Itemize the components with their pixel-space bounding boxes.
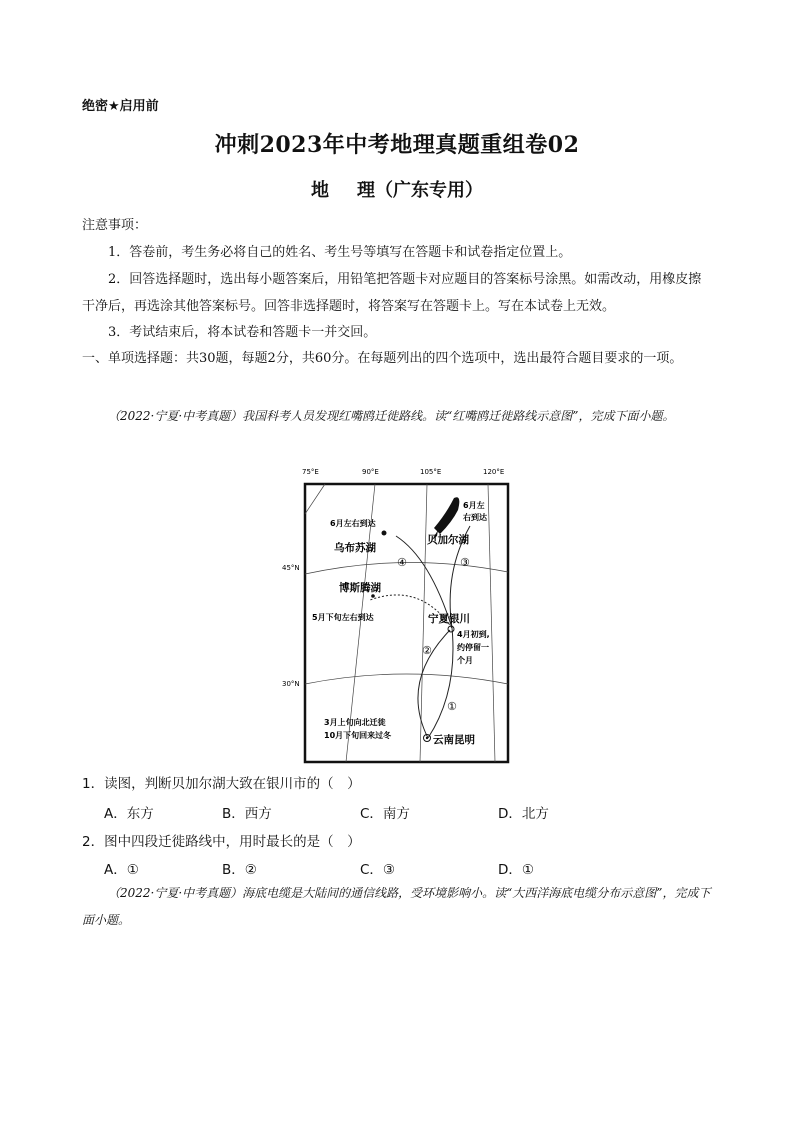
page-subtitle [0,176,794,202]
page-title: 冲刺2023年中考地理真题重组卷02 [214,132,580,158]
question-source: （2022·宁夏·中考真题）海底电缆是大陆间的通信线路，受环境影响小。读“大西洋海底电缆分布示意图”，完成下面小题。 [82,886,711,927]
lon-label: 75°E [302,468,319,476]
lon-label: 90°E [362,468,379,476]
lat-label: 30°N [282,680,300,688]
question-2-option-c[interactable]: C．③ [360,862,396,878]
note-june-a: 6月左右到达 [330,519,376,528]
lat-label: 45°N [282,564,300,572]
question-2-option-d[interactable]: D．① [498,862,534,878]
note-april: 个月 [457,656,473,665]
route-2-label: ② [422,644,432,657]
note-june-b: 右到达 [463,513,487,522]
note-item: 2．回答选择题时，选出每小题答案后，用铅笔把答题卡对应题目的答案标号涂黑。如需改动，用橡皮擦干净后，再选涂其他答案标号。回答非选择题时，将答案写在答题卡上。写在本试卷上无效。 [82,272,702,314]
lon-label: 105°E [420,468,442,476]
baikal-lake-icon [434,497,459,534]
note-kunming: 3月上旬向北迁徙 [324,718,386,727]
route-4-label: ④ [397,556,407,569]
notes-heading: 注意事项： [82,218,148,233]
note-may: 5月下旬左右到达 [312,613,374,622]
place-label-baikal: 贝加尔湖 [427,534,469,546]
question-2-option-b[interactable]: B．② [222,862,257,878]
place-label-kunming: 云南昆明 [433,734,475,746]
note-item: 1．答卷前，考生务必将自己的姓名、考生号等填写在答题卡和试卷指定位置上。 [108,245,572,260]
migration-map [280,462,525,767]
note-april: 约停留一 [457,643,489,652]
place-label-bosteng: 博斯腾湖 [339,582,381,594]
note-kunming: 10月下旬回来过冬 [324,731,392,740]
question-1-option-d[interactable]: D．北方 [498,806,549,822]
route-1-label: ① [447,700,457,713]
bosteng-point [371,594,375,598]
note-item: 3．考试结束后，将本试卷和答题卡一并交回。 [108,325,377,340]
place-label-yinchuan: 宁夏银川 [428,613,470,625]
question-2-stem: 2．图中四段迁徙路线中，用时最长的是（ ） [82,834,361,850]
question-1-option-c[interactable]: C．南方 [360,806,410,822]
note-april: 4月初到, [457,630,490,639]
question-1-stem: 1．读图，判断贝加尔湖大致在银川市的（ ） [82,776,361,792]
note-june-b: 6月左 [463,501,485,510]
subject-char-1: 地 [311,180,329,201]
route-3-label: ③ [460,556,470,569]
question-2-option-a[interactable]: A．① [104,862,139,878]
subject-char-2: 理（广东专用） [357,180,483,201]
question-1-option-b[interactable]: B．西方 [222,806,272,822]
wubusu-point [382,531,387,536]
section-heading: 一、单项选择题：共30题，每题2分，共60分。在每题列出的四个选项中，选出最符合题目要求的一项。 [82,351,683,366]
confidential-mark: 绝密★启用前 [82,99,159,114]
place-label-wubusu: 乌布苏湖 [334,542,376,554]
question-source: （2022·宁夏·中考真题）我国科考人员发现红嘴鸥迁徙路线。读“红嘴鸥迁徙路线示意图”，完成下面小题。 [108,409,675,423]
question-1-option-a[interactable]: A．东方 [104,806,154,822]
lon-label: 120°E [483,468,505,476]
